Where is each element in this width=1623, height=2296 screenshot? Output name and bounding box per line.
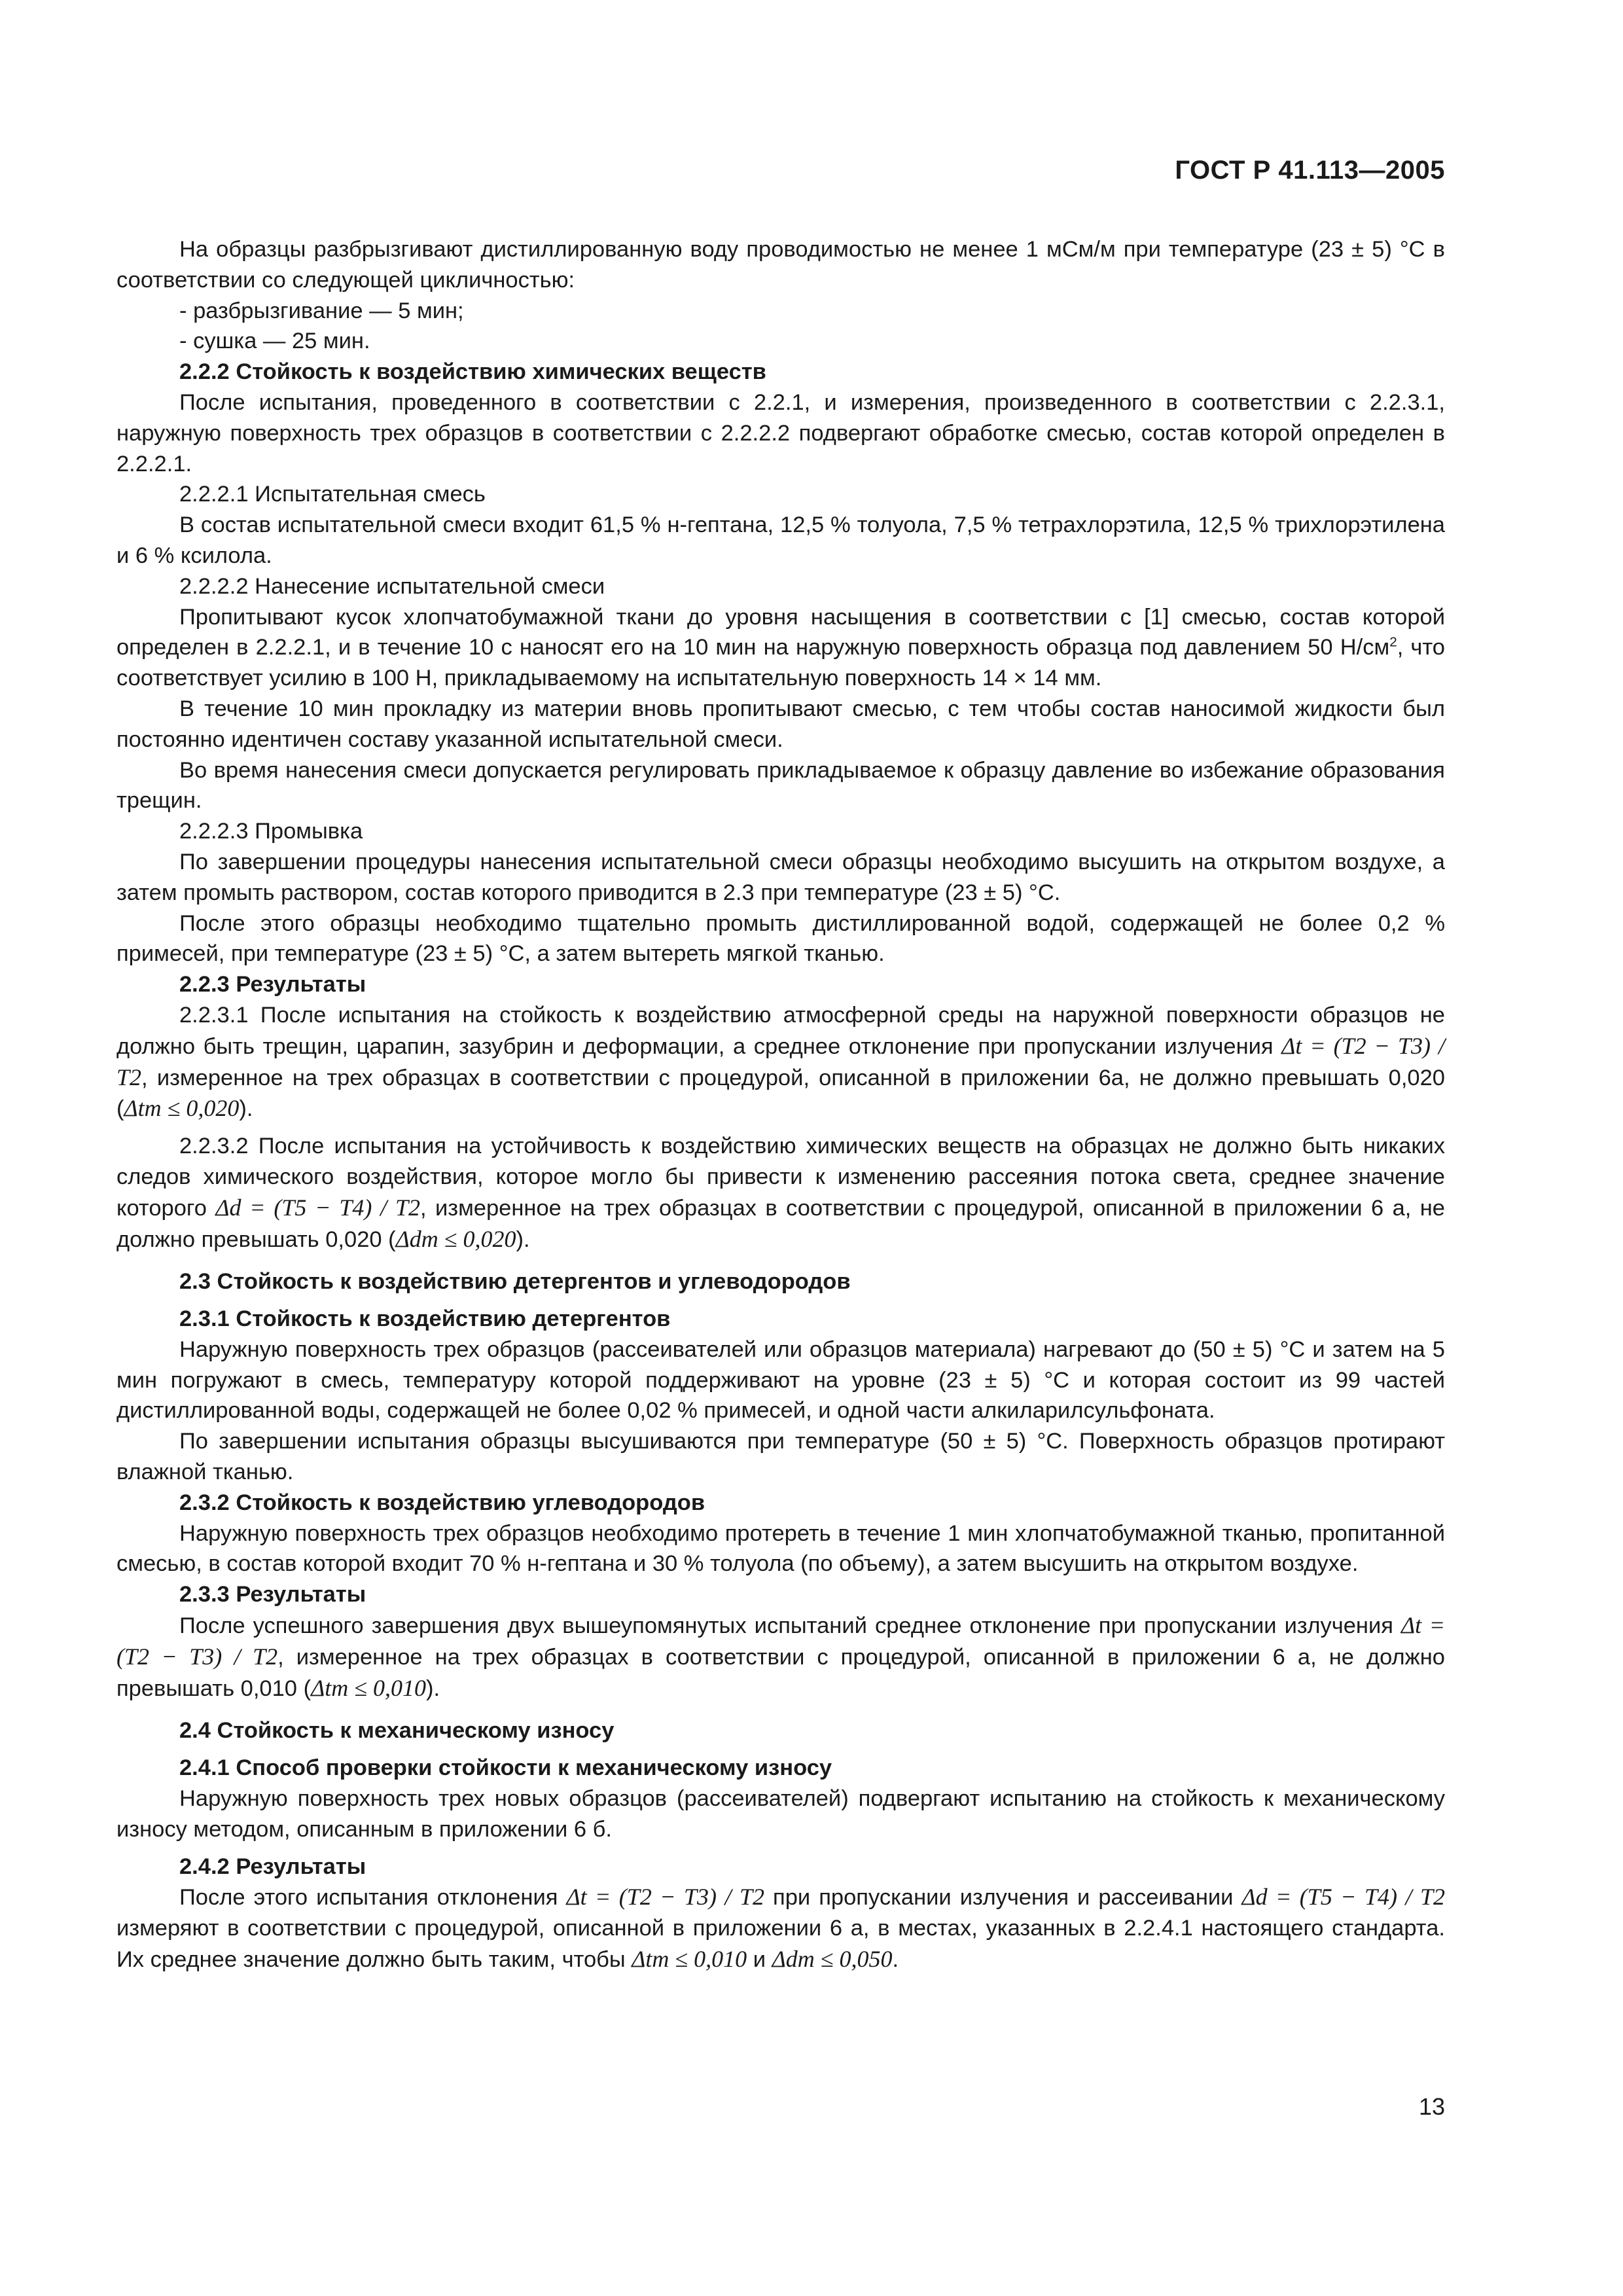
subsection-title: 2.2.2.2 Нанесение испытательной смеси [179, 573, 605, 599]
formula: Δd = (T5 − T4) / T2 [1241, 1884, 1445, 1910]
paragraph: По завершении процедуры нанесения испытательной смеси образцы необходимо высушить на открытом воздухе, а затем промыть раствором, состав которого приводится в 2.3 при температуре (23 ± 5) °С. [116, 849, 1445, 905]
text-run: После этого испытания отклонения [179, 1885, 558, 1910]
section-heading-2-3-3: 2.3.3 Результаты [179, 1582, 366, 1607]
text-run: Пропитывают кусок хлопчатобумажной ткани до уровня насыщения в соответствии с [1] смесью, состав которой определен в 2.2.2.1, и в течение 10 с наносят его на 10 мин на наружную поверхность образца под давлением 50 Н/см [116, 604, 1445, 660]
section-heading-2-3-1: 2.3.1 Стойкость к воздействию детергентов [179, 1306, 671, 1332]
text-run: измеряют в соответствии с процедурой, описанной в приложении 6 а, в местах, указанных в 2.2.4.1 настоящего стандарта. Их среднее значение должно быть таким, чтобы [116, 1916, 1445, 1973]
paragraph [116, 1000, 1445, 1124]
text-run: , что соответствует усилию в 100 Н, прикладываемому на испытательную поверхность 14 × 14 мм. [116, 635, 1445, 691]
formula: Δtm ≤ 0,020 [124, 1095, 240, 1122]
text-run: и [753, 1947, 766, 1973]
page-number: 13 [1418, 2093, 1445, 2120]
paragraph [116, 1882, 1445, 1975]
text-run: После успешного завершения двух вышеупомянутых испытаний среднее отклонение при пропускании излучения [179, 1613, 1393, 1639]
formula: Δtm ≤ 0,010 [311, 1674, 426, 1701]
paragraph [116, 1610, 1445, 1704]
section-heading-2-3-2: 2.3.2 Стойкость к воздействию углеводородов [179, 1490, 705, 1515]
text-run: , измеренное на трех образцах в соответствии с процедурой, описанной в приложении 6 а, не должно превышать 0,020 ( [116, 1195, 1445, 1252]
formula: Δd = (T5 − T4) / T2 [215, 1194, 420, 1221]
list-item: - разбрызгивание — 5 мин; [179, 298, 464, 323]
section-heading-2-4: 2.4 Стойкость к механическому износу [179, 1718, 615, 1744]
section-heading-2-4-2: 2.4.2 Результаты [179, 1854, 366, 1879]
paragraph: Наружную поверхность трех новых образцов (рассеивателей) подвергают испытанию на стойкость к механическому износу методом, описанным в приложении 6 б. [116, 1786, 1445, 1842]
list-item: - сушка — 25 мин. [179, 329, 370, 354]
formula: Δdm ≤ 0,020 [395, 1225, 516, 1252]
text-run: , измеренное на трех образцах в соответствии с процедурой, описанной в приложении 6а, не должно превышать 0,020 ( [116, 1065, 1445, 1122]
paragraph: В течение 10 мин прокладку из материи вновь пропитывают смесью, с тем чтобы состав наносимой жидкости был постоянно идентичен составу указанной испытательной смеси. [116, 696, 1445, 752]
paragraph: После испытания, проведенного в соответствии с 2.2.1, и измерения, произведенного в соответствии с 2.2.3.1, наружную поверхность трех образцов в соответствии с 2.2.2.2 подвергают обработке смесью, состав которой определен в 2.2.2.1. [116, 389, 1445, 476]
section-heading-2-2-2: 2.2.2 Стойкость к воздействию химических веществ [179, 359, 766, 385]
text-run: при пропускании излучения и рассеивании [773, 1885, 1234, 1910]
text-run: . [892, 1947, 899, 1973]
formula: Δt = (T2 − T3) / T2 [116, 1032, 1445, 1090]
paragraph: В состав испытательной смеси входит 61,5 % н-гептана, 12,5 % толуола, 7,5 % тетрахлорэтила, 12,5 % трихлорэтилена и 6 % ксилола. [116, 512, 1445, 568]
text-run: 2.2.3.2 После испытания на устойчивость к воздействию химических веществ на образцах не должно быть никаких следов химического воздействия, которое могло бы привести к изменению рассеяния потока света, среднее значение которого [116, 1134, 1445, 1221]
formula: Δt = (T2 − T3) / T2 [566, 1884, 764, 1910]
formula: Δt = (T2 − T3) / T2 [116, 1612, 1445, 1670]
subsection-title: 2.2.2.1 Испытательная смесь [179, 482, 486, 507]
section-heading-2-4-1: 2.4.1 Способ проверки стойкости к механическому износу [179, 1755, 832, 1781]
paragraph: Во время нанесения смеси допускается регулировать прикладываемое к образцу давление во избежание образования трещин. [116, 757, 1445, 814]
paragraph [116, 1131, 1445, 1255]
paragraph: Наружную поверхность трех образцов необходимо протереть в течение 1 мин хлопчатобумажной тканью, пропитанной смесью, в состав которой входит 70 % н-гептана и 30 % толуола (по объему), а затем высушить на открытом воздухе. [116, 1520, 1445, 1577]
text-run: ). [516, 1227, 530, 1252]
section-heading-2-2-3: 2.2.3 Результаты [179, 972, 366, 997]
formula: Δdm ≤ 0,050 [772, 1946, 893, 1973]
paragraph: На образцы разбрызгивают дистиллированную воду проводимостью не менее 1 мСм/м при температуре (23 ± 5) °С в соответствии со следующей цикличностью: [116, 237, 1445, 293]
paragraph: После этого образцы необходимо тщательно промыть дистиллированной водой, содержащей не более 0,2 % примесей, при температуре (23 ± 5) °С, а затем вытереть мягкой тканью. [116, 910, 1445, 967]
document-code-header: ГОСТ Р 41.113—2005 [1175, 156, 1445, 185]
text-run: ). [239, 1096, 253, 1122]
paragraph: Наружную поверхность трех образцов (рассеивателей или образцов материала) нагревают до (50 ± 5) °С и затем на 5 мин погружают в смесь, температуру которой поддерживают на уровне (23 ± 5) °С и которая состоит из 99 частей дистиллированной воды, содержащей не более 0,02 % примесей, и одной части алкиларилсульфоната. [116, 1336, 1445, 1424]
formula: Δtm ≤ 0,010 [632, 1946, 747, 1973]
paragraph [116, 602, 1445, 694]
document-body [116, 234, 1445, 1975]
subsection-title: 2.2.2.3 Промывка [179, 819, 363, 844]
text-run: 2.2.3.1 После испытания на стойкость к воздействию атмосферной среды на наружной поверхности образцов не должно быть трещин, царапин, зазубрин и деформации, а среднее отклонение при пропускании излучения [116, 1002, 1445, 1059]
superscript: 2 [1389, 634, 1397, 650]
text-run: , измеренное на трех образцах в соответствии с процедурой, описанной в приложении 6 а, не должно превышать 0,010 ( [116, 1644, 1445, 1701]
paragraph: По завершении испытания образцы высушиваются при температуре (50 ± 5) °С. Поверхность образцов протирают влажной тканью. [116, 1429, 1445, 1485]
section-heading-2-3: 2.3 Стойкость к воздействию детергентов и углеводородов [179, 1269, 851, 1295]
text-run: ). [425, 1676, 440, 1701]
